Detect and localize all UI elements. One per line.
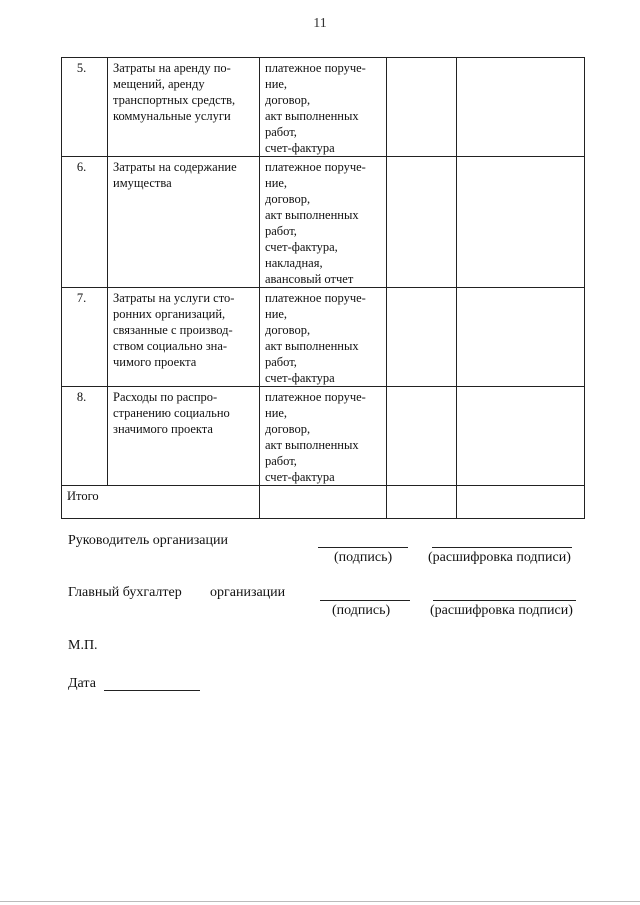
supporting-document-line: договор,: [265, 192, 311, 206]
note-cell: [457, 58, 585, 157]
expense-name-line: ством социально зна-: [113, 339, 228, 353]
supporting-document-line: акт выполненных: [265, 208, 359, 222]
supporting-document-line: ние,: [265, 307, 288, 321]
supporting-document-line: акт выполненных: [265, 339, 359, 353]
amount-cell: [387, 288, 457, 387]
expense-name-line: транспортных средств,: [113, 93, 236, 107]
table-row-total: [62, 486, 585, 519]
supporting-document-line: платежное поруче-: [265, 61, 366, 75]
stamp-label: М.П.: [68, 638, 98, 653]
expense-name-line: связанные с производ-: [113, 323, 233, 337]
table-row: [62, 157, 585, 288]
supporting-document-line: ние,: [265, 176, 288, 190]
supporting-document-line: работ,: [265, 224, 297, 238]
accountant-signature-line: [320, 600, 410, 601]
row-number: 6.: [62, 157, 108, 288]
head-signature-line: [318, 547, 408, 548]
note-cell: [457, 387, 585, 486]
supporting-document-line: договор,: [265, 93, 311, 107]
supporting-document-line: работ,: [265, 355, 297, 369]
expense-name-line: Расходы по распро-: [113, 390, 218, 404]
head-signature-caption: (подпись): [334, 550, 393, 565]
supporting-document-line: работ,: [265, 454, 297, 468]
supporting-documents-cell: [260, 58, 387, 157]
supporting-document-line: накладная,: [265, 256, 323, 270]
supporting-document-line: счет-фактура: [265, 470, 335, 484]
expense-name-line: ронних организаций,: [113, 307, 226, 321]
accountant-decode-caption: (расшифровка подписи): [430, 603, 573, 618]
supporting-document-line: акт выполненных: [265, 438, 359, 452]
table-row: [62, 387, 585, 486]
total-note-cell: [457, 486, 585, 519]
expense-name-line: странению социально: [113, 406, 230, 420]
expense-name-line: коммунальные услуги: [113, 109, 231, 123]
supporting-document-line: авансовый отчет: [265, 272, 354, 286]
supporting-document-line: платежное поруче-: [265, 160, 366, 174]
supporting-document-line: акт выполненных: [265, 109, 359, 123]
total-label: Итого: [62, 486, 260, 519]
expense-name-line: Затраты на содержание: [113, 160, 237, 174]
total-amount-cell: [387, 486, 457, 519]
supporting-document-line: счет-фактура: [265, 371, 335, 385]
expense-name-cell: [108, 58, 260, 157]
note-cell: [457, 157, 585, 288]
expense-name-cell: [108, 157, 260, 288]
expense-name-line: Затраты на услуги сто-: [113, 291, 235, 305]
supporting-document-line: ние,: [265, 77, 288, 91]
supporting-documents-cell: [260, 157, 387, 288]
date-line: [104, 690, 200, 691]
expense-name-line: Затраты на аренду по-: [113, 61, 231, 75]
accountant-signature-caption: (подпись): [332, 603, 391, 618]
supporting-documents-cell: [260, 387, 387, 486]
note-cell: [457, 288, 585, 387]
supporting-document-line: платежное поруче-: [265, 291, 366, 305]
page-bottom-edge: [0, 901, 640, 902]
table-row: [62, 58, 585, 157]
supporting-document-line: счет-фактура: [265, 141, 335, 155]
table-row: [62, 288, 585, 387]
supporting-documents-cell: [260, 288, 387, 387]
row-number: 7.: [62, 288, 108, 387]
amount-cell: [387, 58, 457, 157]
chief-accountant-org-label: организации: [210, 585, 286, 600]
expense-name-line: значимого проекта: [113, 422, 213, 436]
expenses-table: [61, 57, 585, 519]
expense-name-line: мещений, аренду: [113, 77, 205, 91]
date-label: Дата: [68, 676, 96, 691]
row-number: 8.: [62, 387, 108, 486]
expense-name-line: имущества: [113, 176, 172, 190]
total-docs-cell: [260, 486, 387, 519]
head-of-organization-label: Руководитель организации: [68, 533, 228, 548]
chief-accountant-label: Главный бухгалтер: [68, 585, 182, 600]
supporting-document-line: договор,: [265, 422, 311, 436]
supporting-document-line: работ,: [265, 125, 297, 139]
supporting-document-line: платежное поруче-: [265, 390, 366, 404]
row-number: 5.: [62, 58, 108, 157]
expense-name-line: чимого проекта: [113, 355, 197, 369]
expense-name-cell: [108, 288, 260, 387]
supporting-document-line: счет-фактура,: [265, 240, 338, 254]
amount-cell: [387, 157, 457, 288]
amount-cell: [387, 387, 457, 486]
expense-name-cell: [108, 387, 260, 486]
page-number: 11: [313, 16, 327, 31]
supporting-document-line: договор,: [265, 323, 311, 337]
head-decode-caption: (расшифровка подписи): [428, 550, 571, 565]
head-signature-decode-line: [432, 547, 572, 548]
accountant-signature-decode-line: [433, 600, 576, 601]
supporting-document-line: ние,: [265, 406, 288, 420]
